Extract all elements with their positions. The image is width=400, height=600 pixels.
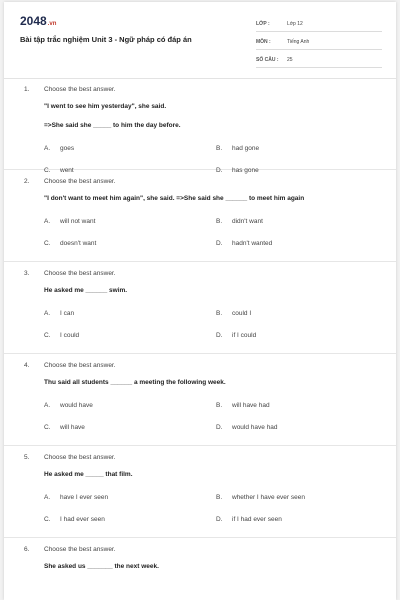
meta-row-class (256, 16, 382, 32)
document-header (4, 2, 396, 79)
option-text: whether I have ever seen (232, 494, 305, 501)
document-title: Bài tập trắc nghiệm Unit 3 - Ngữ pháp có đáp án (20, 35, 192, 44)
answer-option-d[interactable]: D. if I could (216, 332, 257, 339)
question-instruction: Choose the best answer. (44, 362, 116, 369)
question-prompt: He asked me _____ that film. (44, 471, 133, 478)
question-instruction: Choose the best answer. (44, 454, 116, 461)
brand-name: 2048 (20, 14, 47, 28)
question-list (4, 78, 396, 600)
question-instruction: Choose the best answer. (44, 86, 116, 93)
site-logo[interactable] (20, 14, 56, 28)
option-text: doesn't want (60, 240, 97, 247)
answer-option-c[interactable]: C. doesn't want (44, 240, 97, 247)
answer-option-c[interactable]: C. will have (44, 424, 85, 431)
option-text: will have (60, 424, 85, 431)
answer-option-d[interactable]: D. would have had (216, 424, 278, 431)
answer-option-b[interactable]: B. didn't want (216, 218, 263, 225)
question-5 (4, 446, 396, 538)
answer-option-b[interactable]: B. could I (216, 310, 252, 317)
option-text: if I could (232, 332, 257, 339)
question-prompt: He asked me ______ swim. (44, 287, 128, 294)
question-prompt: Thu said all students ______ a meeting the following week. (44, 379, 226, 386)
answer-option-b[interactable]: B. had gone (216, 145, 260, 152)
option-text: if I had ever seen (232, 516, 282, 523)
answer-option-c[interactable]: C. went (44, 167, 74, 174)
option-text: goes (60, 145, 75, 152)
question-prompt: "I don't want to meet him again", she said. =>She said she ______ to meet him again (44, 195, 305, 202)
answer-option-b[interactable]: B. will have had (216, 402, 270, 409)
answer-option-c[interactable]: C. I could (44, 332, 80, 339)
meta-value: Lớp 12 (287, 20, 303, 27)
question-3 (4, 262, 396, 354)
answer-option-b[interactable]: B. whether I have ever seen (216, 494, 305, 501)
option-text: have I ever seen (60, 494, 109, 501)
answer-option-a[interactable]: A. would have (44, 402, 93, 409)
option-text: hadn't wanted (232, 240, 273, 247)
meta-label: LỚP : (256, 20, 270, 27)
meta-value: 25 (287, 56, 293, 63)
question-4 (4, 354, 396, 446)
option-text: went (60, 167, 74, 174)
question-instruction: Choose the best answer. (44, 270, 116, 277)
answer-option-d[interactable]: D. has gone (216, 167, 259, 174)
question-number: 5. (24, 454, 30, 461)
answer-option-c[interactable]: C. I had ever seen (44, 516, 105, 523)
meta-label: MÔN : (256, 38, 271, 45)
meta-value: Tiếng Anh (287, 38, 310, 45)
option-text: didn't want (232, 218, 263, 225)
option-text: will have had (232, 402, 270, 409)
option-text: would have (60, 402, 93, 409)
question-number: 3. (24, 270, 30, 277)
option-text: could I (232, 310, 252, 317)
question-prompt: =>She said she _____ to him the day before. (44, 122, 181, 129)
meta-row-count (256, 52, 382, 68)
option-text: I can (60, 310, 75, 317)
option-text: I could (60, 332, 80, 339)
document-page (4, 2, 396, 600)
question-number: 1. (24, 86, 30, 93)
answer-option-a[interactable]: A. I can (44, 310, 75, 317)
answer-option-d[interactable]: D. if I had ever seen (216, 516, 282, 523)
question-instruction: Choose the best answer. (44, 178, 116, 185)
question-number: 4. (24, 362, 30, 369)
answer-option-a[interactable]: A. have I ever seen (44, 494, 109, 501)
answer-option-a[interactable]: A. goes (44, 145, 75, 152)
option-text: I had ever seen (60, 516, 105, 523)
option-text: would have had (232, 424, 278, 431)
option-text: will not want (60, 218, 96, 225)
answer-option-d[interactable]: D. hadn't wanted (216, 240, 273, 247)
question-2 (4, 170, 396, 262)
question-prompt: "I went to see him yesterday", she said. (44, 103, 167, 110)
question-number: 6. (24, 546, 30, 553)
brand-tld: .vn (47, 21, 57, 27)
question-instruction: Choose the best answer. (44, 546, 116, 553)
answer-option-a[interactable]: A. will not want (44, 218, 96, 225)
meta-label: SỐ CÂU : (256, 56, 279, 63)
question-prompt: She asked us _______ the next week. (44, 563, 159, 570)
document-meta (256, 16, 382, 70)
option-text: had gone (232, 145, 260, 152)
meta-row-subject (256, 34, 382, 50)
question-6 (4, 538, 396, 600)
question-number: 2. (24, 178, 30, 185)
question-1 (4, 78, 396, 174)
option-text: has gone (232, 167, 259, 174)
